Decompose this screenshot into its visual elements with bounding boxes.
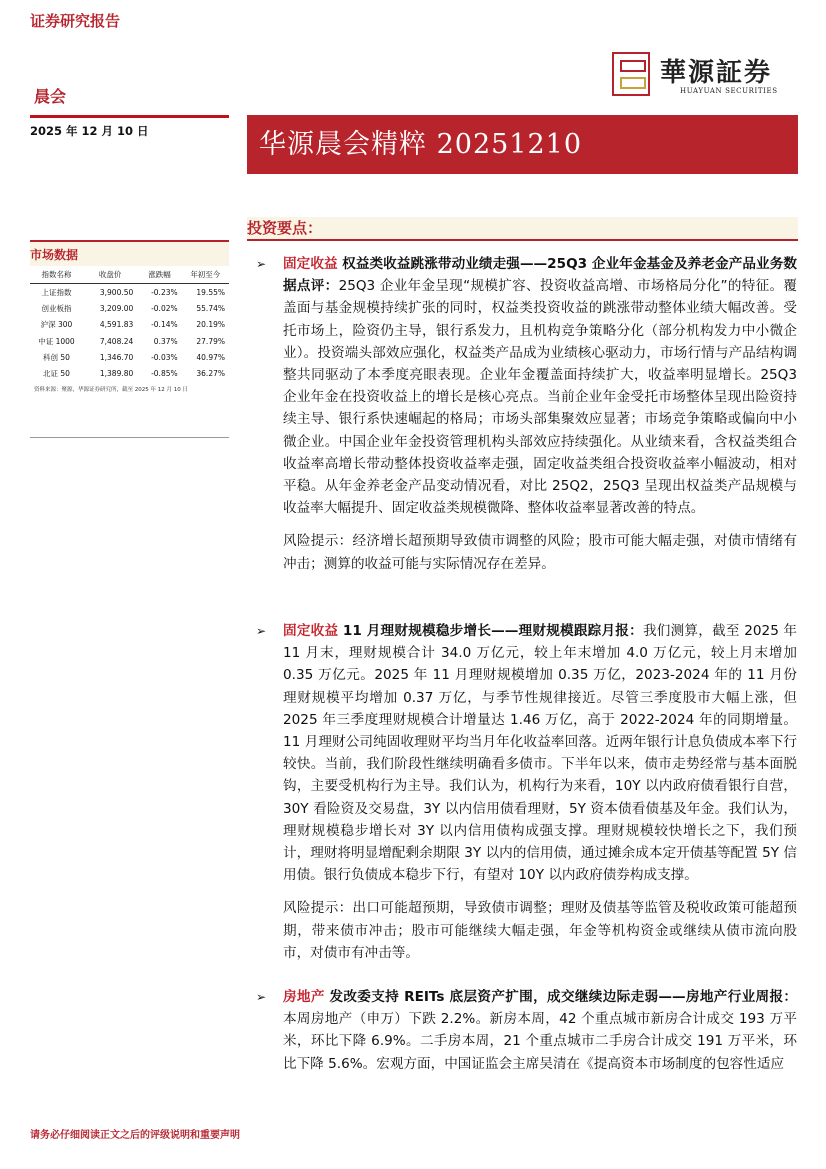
arrow-bullet-icon: ➢ xyxy=(256,990,267,1004)
market-data-panel xyxy=(30,240,229,393)
logo-mark-icon xyxy=(612,52,650,96)
section-tag: 固定收益 xyxy=(283,623,339,639)
table-cell: 20.19% xyxy=(196,320,225,330)
table-row xyxy=(30,317,229,333)
table-cell: 上证指数 xyxy=(41,287,72,297)
section-headline: 11 月理财规模稳步增长——理财规模跟踪月报： xyxy=(342,623,643,639)
divider xyxy=(30,437,229,438)
table-cell: 19.55% xyxy=(196,287,225,297)
section-headline: 权益类收益跳涨带动业绩走强——25Q3 企业年金基金及养老金产品业务数据点评： xyxy=(283,256,798,295)
report-type-label: 证券研究报告 xyxy=(30,12,121,30)
section-body: 本周房地产（申万）下跌 2.2%。新房本周，42 个重点城市新房合计成交 193 万平米，环比下降 6.9%。二手房本周，21 个重点城市二手房合计成交 191 万平米，环比下降 5.6%。宏观方面，中国证监会主席吴清在《提高资本市场制度的包容性适应 xyxy=(283,1011,797,1072)
source-note: 资料来源：聚源，华源证券研究所，截至 2025 年 12 月 10 日 xyxy=(34,386,188,393)
table-cell: 1,389.80 xyxy=(99,369,134,379)
section-body: 25Q3 企业年金呈现“规模扩容、投资收益高增、市场格局分化”的特征。覆盖面与基金规模持续扩张的同时，权益类投资收益的跳涨带动整体业绩大幅改善。受托市场上，险资仍主导，银行系发力，且机构竞争策略分化（部分机构发力中小微企业）。投资端头部效应强化，权益类产品成为业绩核心驱动力，市场行情与产品结构调整共同驱动了本季度亮眼表现。企业年金覆盖面持续扩大，收益率明显增长。25Q3 企业年金在投资收益上的增长是核心亮点。当前企业年金受托市场整体呈现出险资持续主导、银行系快速崛起的格局；市场头部集聚效应显著；市场竞争策略或偏向中小微企业。中国企业年金投资管理机构头部效应持续强化。从业绩来看，含权益类组合收益率高增长带动整体投资收益率走强，固定收益类组合投资收益率小幅波动，相对平稳。从年金养老金产品变动情况看，对比 25Q2，25Q3 呈现出权益类产品规模与收益率大幅提升、固定收益类规模微降、整体收益率显著改善的特点。 xyxy=(283,278,797,517)
table-row xyxy=(30,365,229,381)
column-header: 年初至今 xyxy=(182,266,229,284)
table-cell: -0.23% xyxy=(151,287,178,297)
risk-warning: 风险提示：出口可能超预期，导致债市调整；理财及债基等监管及税收政策可能超预期，带来债市冲击；股市可能继续大幅走强，年金等机构资金或继续从债市流向股市，对债市有冲击等。 xyxy=(283,900,797,961)
section-body: 我们测算，截至 2025 年 11 月末，理财规模合计 34.0 万亿元，较上年末增加 4.0 万亿元，较上月末增加 0.35 万亿元。2025 年 11 月理财规模增加 0.35 万亿，2023-2024 年的 11 月份理财规模平均增加 0.37 万亿，与季节性规律接近。尽管三季度股市大幅上涨，但 2025 年三季度理财规模合计增量达 1.46 万亿，高于 2022-2024 年的同期增量。11 月理财公司纯固收理财平均当月年化收益率回落。近两年银行计息负债成本率下行较快。当前，我们阶段性继续明确看多债市。下半年以来，债市走势经常与基本面脱钩，主要受机构行为主导。我们认为，机构行为来看，10Y 以内政府债看银行自营，30Y 看险资及交易盘，3Y 以内信用债看理财，5Y 资本债看债基及年金。我们认为，理财规模稳步增长对 3Y 以内信用债构成强支撑。理财规模较快增长之下，我们预计，理财将明显增配剩余期限 3Y 以内的信用债，通过摊余成本定开债基等配置 5Y 信用债。银行负债成本稳步下行，有望对 10Y 以内政府债券构成支撑。 xyxy=(283,623,797,884)
table-cell: 40.97% xyxy=(196,352,225,362)
table-cell: 36.27% xyxy=(196,369,225,379)
table-row xyxy=(30,349,229,365)
table-cell: 1,346.70 xyxy=(99,352,134,362)
table-cell: 沪深 300 xyxy=(40,320,73,330)
table-cell: 3,209.00 xyxy=(99,303,134,313)
table-cell: -0.02% xyxy=(151,303,178,313)
table-cell: 27.79% xyxy=(196,336,225,346)
section-real-estate xyxy=(256,986,797,1075)
report-date: 2025 年 12 月 10 日 xyxy=(30,124,149,138)
market-data-table xyxy=(30,266,229,382)
table-cell: 中证 1000 xyxy=(38,336,75,346)
table-row xyxy=(30,284,229,301)
table-cell: -0.85% xyxy=(151,369,178,379)
section-fixed-income-wealth xyxy=(256,620,797,964)
table-cell: 7,408.24 xyxy=(99,336,134,346)
section-tag: 固定收益 xyxy=(283,256,338,272)
category-label: 晨会 xyxy=(34,87,67,106)
column-header: 指数名称 xyxy=(30,266,83,284)
table-cell: 4,591.83 xyxy=(99,320,134,330)
table-cell: 创业板指 xyxy=(41,303,72,313)
section-tag: 房地产 xyxy=(283,989,325,1005)
logo-text-cn: 華源証券 xyxy=(660,58,773,88)
table-row xyxy=(30,300,229,316)
table-cell: 55.74% xyxy=(196,303,225,313)
column-header: 收盘价 xyxy=(83,266,137,284)
divider xyxy=(30,115,229,118)
market-data-title: 市场数据 xyxy=(30,240,229,266)
table-row xyxy=(30,333,229,349)
arrow-bullet-icon: ➢ xyxy=(256,624,267,638)
section-fixed-income-pension xyxy=(256,253,798,575)
table-cell: 0.37% xyxy=(153,336,178,346)
table-cell: -0.03% xyxy=(151,352,178,362)
risk-warning: 风险提示：经济增长超预期导致债市调整的风险；股市可能大幅走强，对债市情绪有冲击；测算的收益可能与实际情况存在差异。 xyxy=(283,533,797,572)
company-logo xyxy=(612,52,792,98)
key-points-heading: 投资要点： xyxy=(247,217,798,241)
table-cell: -0.14% xyxy=(151,320,178,330)
table-cell: 北证 50 xyxy=(43,369,70,379)
arrow-bullet-icon: ➢ xyxy=(256,257,267,271)
table-cell: 3,900.50 xyxy=(99,287,134,297)
disclaimer-footer: 请务必仔细阅读正文之后的评级说明和重要声明 xyxy=(30,1130,240,1141)
page-title: 华源晨会精粹 20251210 xyxy=(247,115,798,174)
section-headline: 发改委支持 REITs 底层资产扩围，成交继续边际走弱——房地产行业周报： xyxy=(329,989,797,1005)
column-header: 涨跌幅 xyxy=(137,266,181,284)
table-cell: 科创 50 xyxy=(43,352,70,362)
logo-text-en: HUAYUAN SECURITIES xyxy=(680,87,778,95)
